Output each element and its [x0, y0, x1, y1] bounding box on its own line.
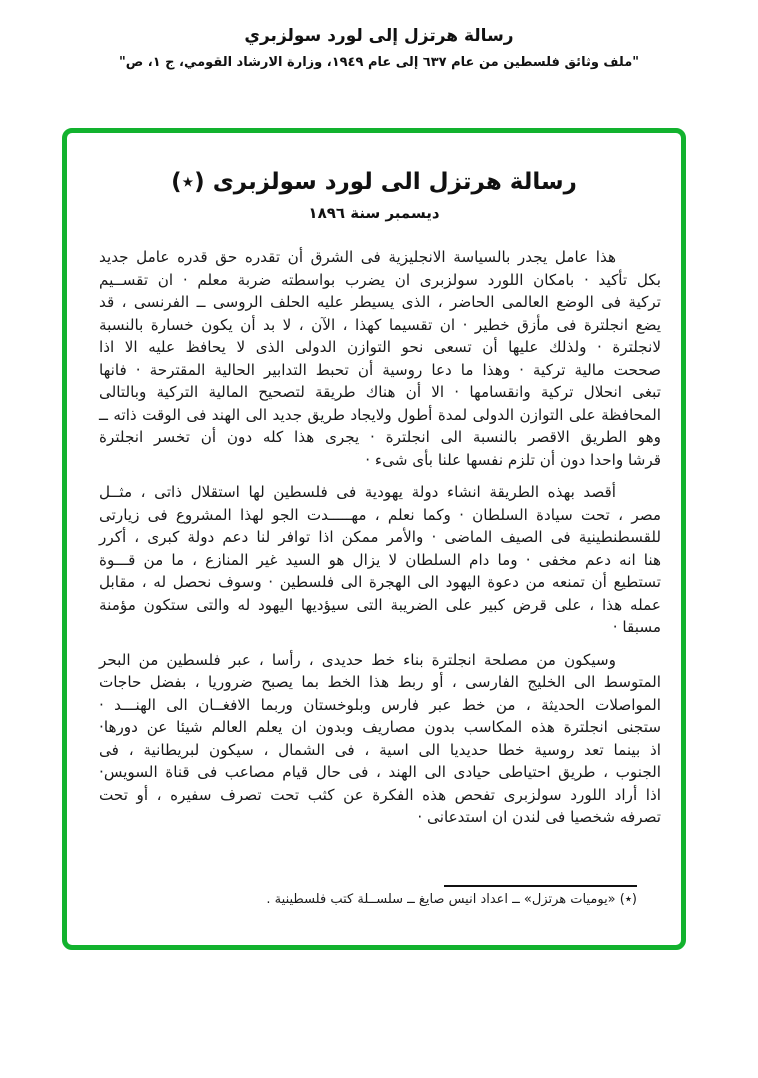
paragraph	[99, 246, 661, 471]
footnote-text: (٭) «يوميات هرتزل» ــ اعداد انيس صايغ ــ سلســلة كتب فلسطينية .	[266, 892, 637, 907]
paragraph	[99, 481, 661, 639]
text-line: المواصلات الحديثة ، من خط عبر فارس وبلوخستان وربما الافغــان الى الهنـــد ·	[99, 695, 661, 714]
text-line: يضع انجلترة فى مأزق خطير · ان تقسيما كهذا ، الآن ، لا بد أن يكون خسارة بالنسبة	[99, 315, 661, 334]
text-line: هذا عامل يجدر بالسياسة الانجليزية فى الشرق أن تقدره حق قدره عامل جديد	[99, 248, 616, 266]
header-source-citation: "ملف وثائق فلسطين من عام ٦٣٧ إلى عام ١٩٤٩، وزارة الارشاد القومي، ج ١، ص"	[118, 55, 640, 70]
text-line: لانجلترة · ولذلك عليها أن تسعى نحو التوازن الدولى الذى لا يحافظ عليه الا اذا	[99, 338, 661, 356]
text-line: صححت مالية تركية · وهذا ما دعا روسية أن تحبط التدابير الحالية المقترحة · فانها	[99, 360, 661, 379]
document-green-frame	[62, 128, 686, 950]
text-line: وهو الطريق الاقصر بالنسبة الى انجلترة · يجرى هذا كله دون أن تخسر انجلترة	[99, 428, 661, 446]
text-line: مسبقا ·	[612, 618, 661, 636]
page-header	[0, 26, 758, 70]
text-line: عمله هذا ، على قرض كبير على الضريبة التى سيؤديها اليهود له والتى ستكون مؤمنة	[99, 595, 661, 614]
text-line: اذا أراد اللورد سولزبرى تفحص هذه الفكرة عن كثب تحت تصرف سفيره ، أو تحت	[99, 785, 661, 804]
document-body	[67, 246, 681, 839]
text-line: قرشا واحدا دون أن تلزم نفسها علنا بأى شىء ·	[365, 450, 661, 469]
text-line: الجنوب ، طريق احتياطى حيادى الى الهند ، فى حال قيام مصاعب فى قناة السويس·	[99, 763, 661, 781]
text-line: للقسطنطينية فى الصيف الماضى · والأمر ممكن اذا توافر لنا دعم دولة كبرى ، أكرر	[99, 528, 661, 546]
text-line: هنا انه دعم مخفى · وما دام السلطان لا يزال هو السيد غير المنازع ، ما من قـــوة	[99, 550, 661, 569]
text-line: أقصد بهذه الطريقة انشاء دولة يهودية فى فلسطين لها استقلال ذاتى ، مثــل	[99, 483, 616, 501]
document-date: ديسمبر سنة ١٨٩٦	[308, 204, 440, 222]
text-line: اذ بينما تعد روسية خطا حديديا الى اسية ، فى الشمال ، سيكون لبريطانية ، فى	[99, 740, 661, 759]
text-line: ستجنى انجلترة هذه المكاسب بدون مصاريف وبدون ان يعلم العالم شيئا عن دورها·	[99, 718, 661, 736]
text-line: تستطيع أن تمنعه من دعوة اليهود الى الهجرة الى فلسطين · وسوف نحصل له ، مقابل	[99, 573, 661, 591]
text-line: تبغى انحلال تركية وانقسامها · الا أن هناك طريقة لتصحيح المالية التركية وبالتالى	[99, 383, 661, 401]
text-line: مصر ، تحت سيادة السلطان · وكما نعلم ، مهـــــدت الجو لهذا المشروع فى زيارتى	[99, 505, 661, 524]
text-line: تصرفه شخصيا فى لندن ان استدعانى ·	[417, 808, 661, 826]
text-line: المحافظة على التوازن الدولى لمدة أطول ولايجاد طريق جديد الى الهند فى الوقت ذاته ــ	[99, 405, 661, 424]
text-line: المتوسط الى الخليج الفارسى ، أو ربط هذا الخط بما يصبح ضروريا ، بفضل حاجات	[99, 673, 661, 691]
text-line: وسيكون من مصلحة انجلترة بناء خط حديدى ، رأسا ، عبر فلسطين من البحر	[99, 650, 616, 669]
footnote-separator	[444, 885, 637, 887]
text-line: بكل تأكيد · بامكان اللورد سولزبرى ان يضرب بواسطته ضربة معلم · ان تقســيم	[99, 270, 661, 289]
document-title: رسالة هرتزل الى لورد سولزبرى (٭)	[171, 169, 577, 195]
footnote	[97, 885, 637, 907]
header-title: رسالة هرتزل إلى لورد سولزبري	[244, 26, 514, 46]
text-line: تركية فى الوضع العالمى الحاضر ، الذى يسيطر عليه الحلف الروسى ــ الفرنسى ، قد	[99, 293, 661, 311]
paragraph	[99, 649, 661, 829]
